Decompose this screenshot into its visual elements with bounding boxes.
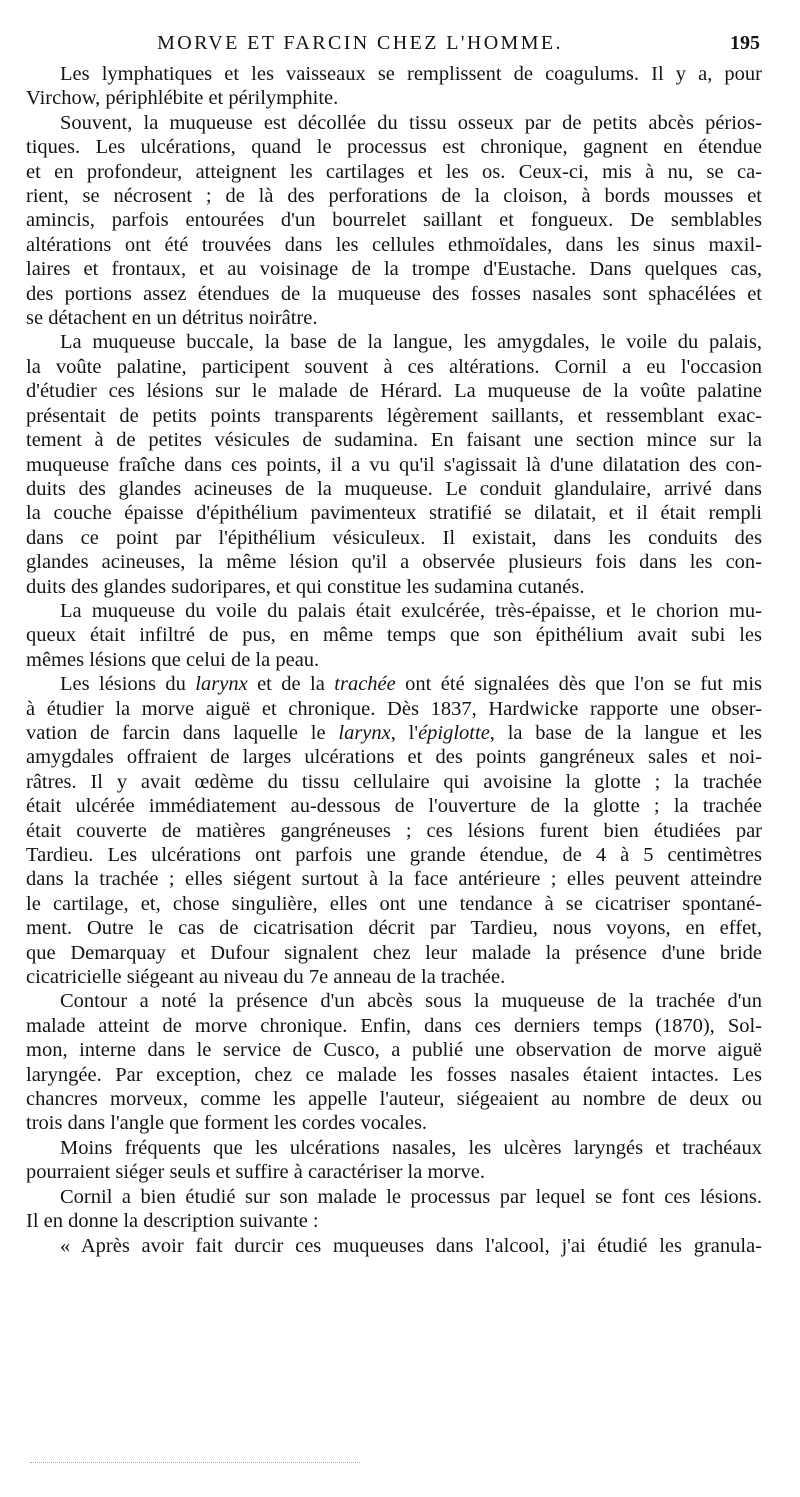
text-line: Virchow, périphlébite et périlymphite. <box>26 87 339 110</box>
paragraph-muqueuse-buccale <box>26 330 762 598</box>
text-line: trois dans l'angle que forment les cordes vocales. <box>26 1112 428 1135</box>
body-text <box>26 62 762 1258</box>
text-line: Il en donne la description suivante : <box>26 1210 319 1233</box>
text-line: à étudier la morve aiguë et chronique. Dès 1837, Hardwicke rapporte une obser- <box>26 697 762 720</box>
text-line: Tardieu. Les ulcérations ont parfois une grande étendue, de 4 à 5 centimètres <box>26 844 762 866</box>
paragraph-larynx-trachee <box>26 672 762 989</box>
text-line: se détachent en un détritus noirâtre. <box>26 307 318 330</box>
text-line: rient, se nécrosent ; de là des perforations de la cloison, à bords mousses et <box>26 185 762 208</box>
text-line: Les lésions du larynx et de la trachée ont été signalées dès que l'on se fut mis <box>60 673 762 696</box>
text-line: « Après avoir fait durcir ces muqueuses dans l'alcool, j'ai étudié les granula- <box>60 1234 762 1257</box>
text-line: vation de farcin dans laquelle le larynx, l'épiglotte, la base de la langue et les <box>26 721 762 744</box>
text-line: La muqueuse du voile du palais était exulcérée, très-épaisse, et le chorion mu- <box>60 599 762 622</box>
text-line: et en profondeur, atteignent les cartilages et les os. Ceux-ci, mis à nu, se ca- <box>26 160 762 183</box>
paragraph-voile-du-palais <box>26 599 762 672</box>
footnote-divider <box>30 1462 360 1463</box>
text-line: tement à de petites vésicules de sudamina. En faisant une section mince sur la <box>26 429 762 452</box>
paragraph-quotation <box>26 1234 762 1258</box>
text-line: pourraient siéger seuls et suffire à caractériser la morve. <box>26 1161 485 1184</box>
running-title: MORVE ET FARCIN CHEZ L'HOMME. <box>157 32 563 54</box>
text-line: d'étudier ces lésions sur le malade de Hérard. La muqueuse de la voûte palatine <box>26 380 762 403</box>
text-line: présentait de petits points transparents légèrement saillants, et ressemblant exac- <box>26 404 762 427</box>
text-line: le cartilage, et, chose singulière, elles ont une tendance à se cicatriser spontané- <box>26 892 762 915</box>
text-line: était ulcérée immédiatement au-dessous de l'ouverture de la glotte ; la trachée <box>26 795 762 818</box>
text-line: dans la trachée ; elles siégent surtout à la face antérieure ; elles peuvent atteindre <box>26 868 762 891</box>
text-line: Contour a noté la présence d'un abcès sous la muqueuse de la trachée d'un <box>60 990 762 1013</box>
text-line: queux était infiltré de pus, en même temps que son épithélium avait subi les <box>26 624 762 647</box>
text-line: duits des glandes acineuses de la muqueuse. Le conduit glandulaire, arrivé dans <box>26 477 762 500</box>
text-line: La muqueuse buccale, la base de la langue, les amygdales, le voile du palais, <box>60 331 762 354</box>
text-line: râtres. Il y avait œdème du tissu cellulaire qui avoisine la glotte ; la trachée <box>26 770 762 793</box>
text-line: glandes acineuses, la même lésion qu'il a observée plusieurs fois dans les con- <box>26 551 762 574</box>
text-line: altérations ont été trouvées dans les cellules ethmoïdales, dans les sinus maxil- <box>26 233 762 256</box>
text-line: Moins fréquents que les ulcérations nasales, les ulcères laryngés et trachéaux <box>60 1136 762 1159</box>
text-line: mon, interne dans le service de Cusco, a publié une observation de morve aiguë <box>26 1039 762 1062</box>
paragraph-contour <box>26 989 762 1135</box>
text-line: la voûte palatine, participent souvent à ces altérations. Cornil a eu l'occasion <box>26 355 762 378</box>
text-line: chancres morveux, comme les appelle l'auteur, siégeaient au nombre de deux ou <box>26 1088 762 1111</box>
text-line: cicatricielle siégeant au niveau du 7e anneau de la trachée. <box>26 966 506 989</box>
text-line: laires et frontaux, et au voisinage de la trompe d'Eustache. Dans quelques cas, <box>26 258 762 281</box>
text-line: muqueuse fraîche dans ces points, il a vu qu'il s'agissait là d'une dilatation des con- <box>26 453 762 476</box>
text-line: Souvent, la muqueuse est décollée du tissu osseux par de petits abcès périos- <box>60 111 762 134</box>
paragraph-lymphatiques <box>26 62 762 111</box>
page-number: 195 <box>730 32 760 54</box>
paragraph-muqueuse-decollee <box>26 111 762 331</box>
page-header <box>0 32 800 62</box>
text-line: tiques. Les ulcérations, quand le processus est chronique, gagnent en étendue <box>26 136 762 159</box>
paragraph-moins-frequents <box>26 1136 762 1185</box>
text-line: la couche épaisse d'épithélium pavimenteux stratifié se dilatait, et il était rempli <box>26 502 762 525</box>
text-line: que Demarquay et Dufour signalent chez leur malade la présence d'une bride <box>26 941 762 964</box>
text-line: mêmes lésions que celui de la peau. <box>26 648 320 671</box>
text-line: duits des glandes sudoripares, et qui constitue les sudamina cutanés. <box>26 575 585 598</box>
text-line: malade atteint de morve chronique. Enfin, dans ces derniers temps (1870), Sol- <box>26 1014 762 1037</box>
text-line: Les lymphatiques et les vaisseaux se remplissent de coagulums. Il y a, pour <box>60 63 762 85</box>
text-line: laryngée. Par exception, chez ce malade les fosses nasales étaient intactes. Les <box>26 1063 762 1086</box>
text-line: amincis, parfois entourées d'un bourrelet saillant et fongueux. De semblables <box>26 209 762 232</box>
text-line: Cornil a bien étudié sur son malade le processus par lequel se font ces lésions. <box>60 1185 762 1208</box>
text-line: ment. Outre le cas de cicatrisation décrit par Tardieu, nous voyons, en effet, <box>26 917 762 940</box>
text-line: était couverte de matières gangréneuses ; ces lésions furent bien étudiées par <box>26 819 762 842</box>
text-line: dans ce point par l'épithélium vésiculeux. Il existait, dans les conduits des <box>26 526 762 549</box>
text-line: amygdales offraient de larges ulcérations et des points gangréneux sales et noi- <box>26 746 762 769</box>
paragraph-cornil <box>26 1185 762 1234</box>
text-line: des portions assez étendues de la muqueuse des fosses nasales sont sphacélées et <box>26 282 762 305</box>
